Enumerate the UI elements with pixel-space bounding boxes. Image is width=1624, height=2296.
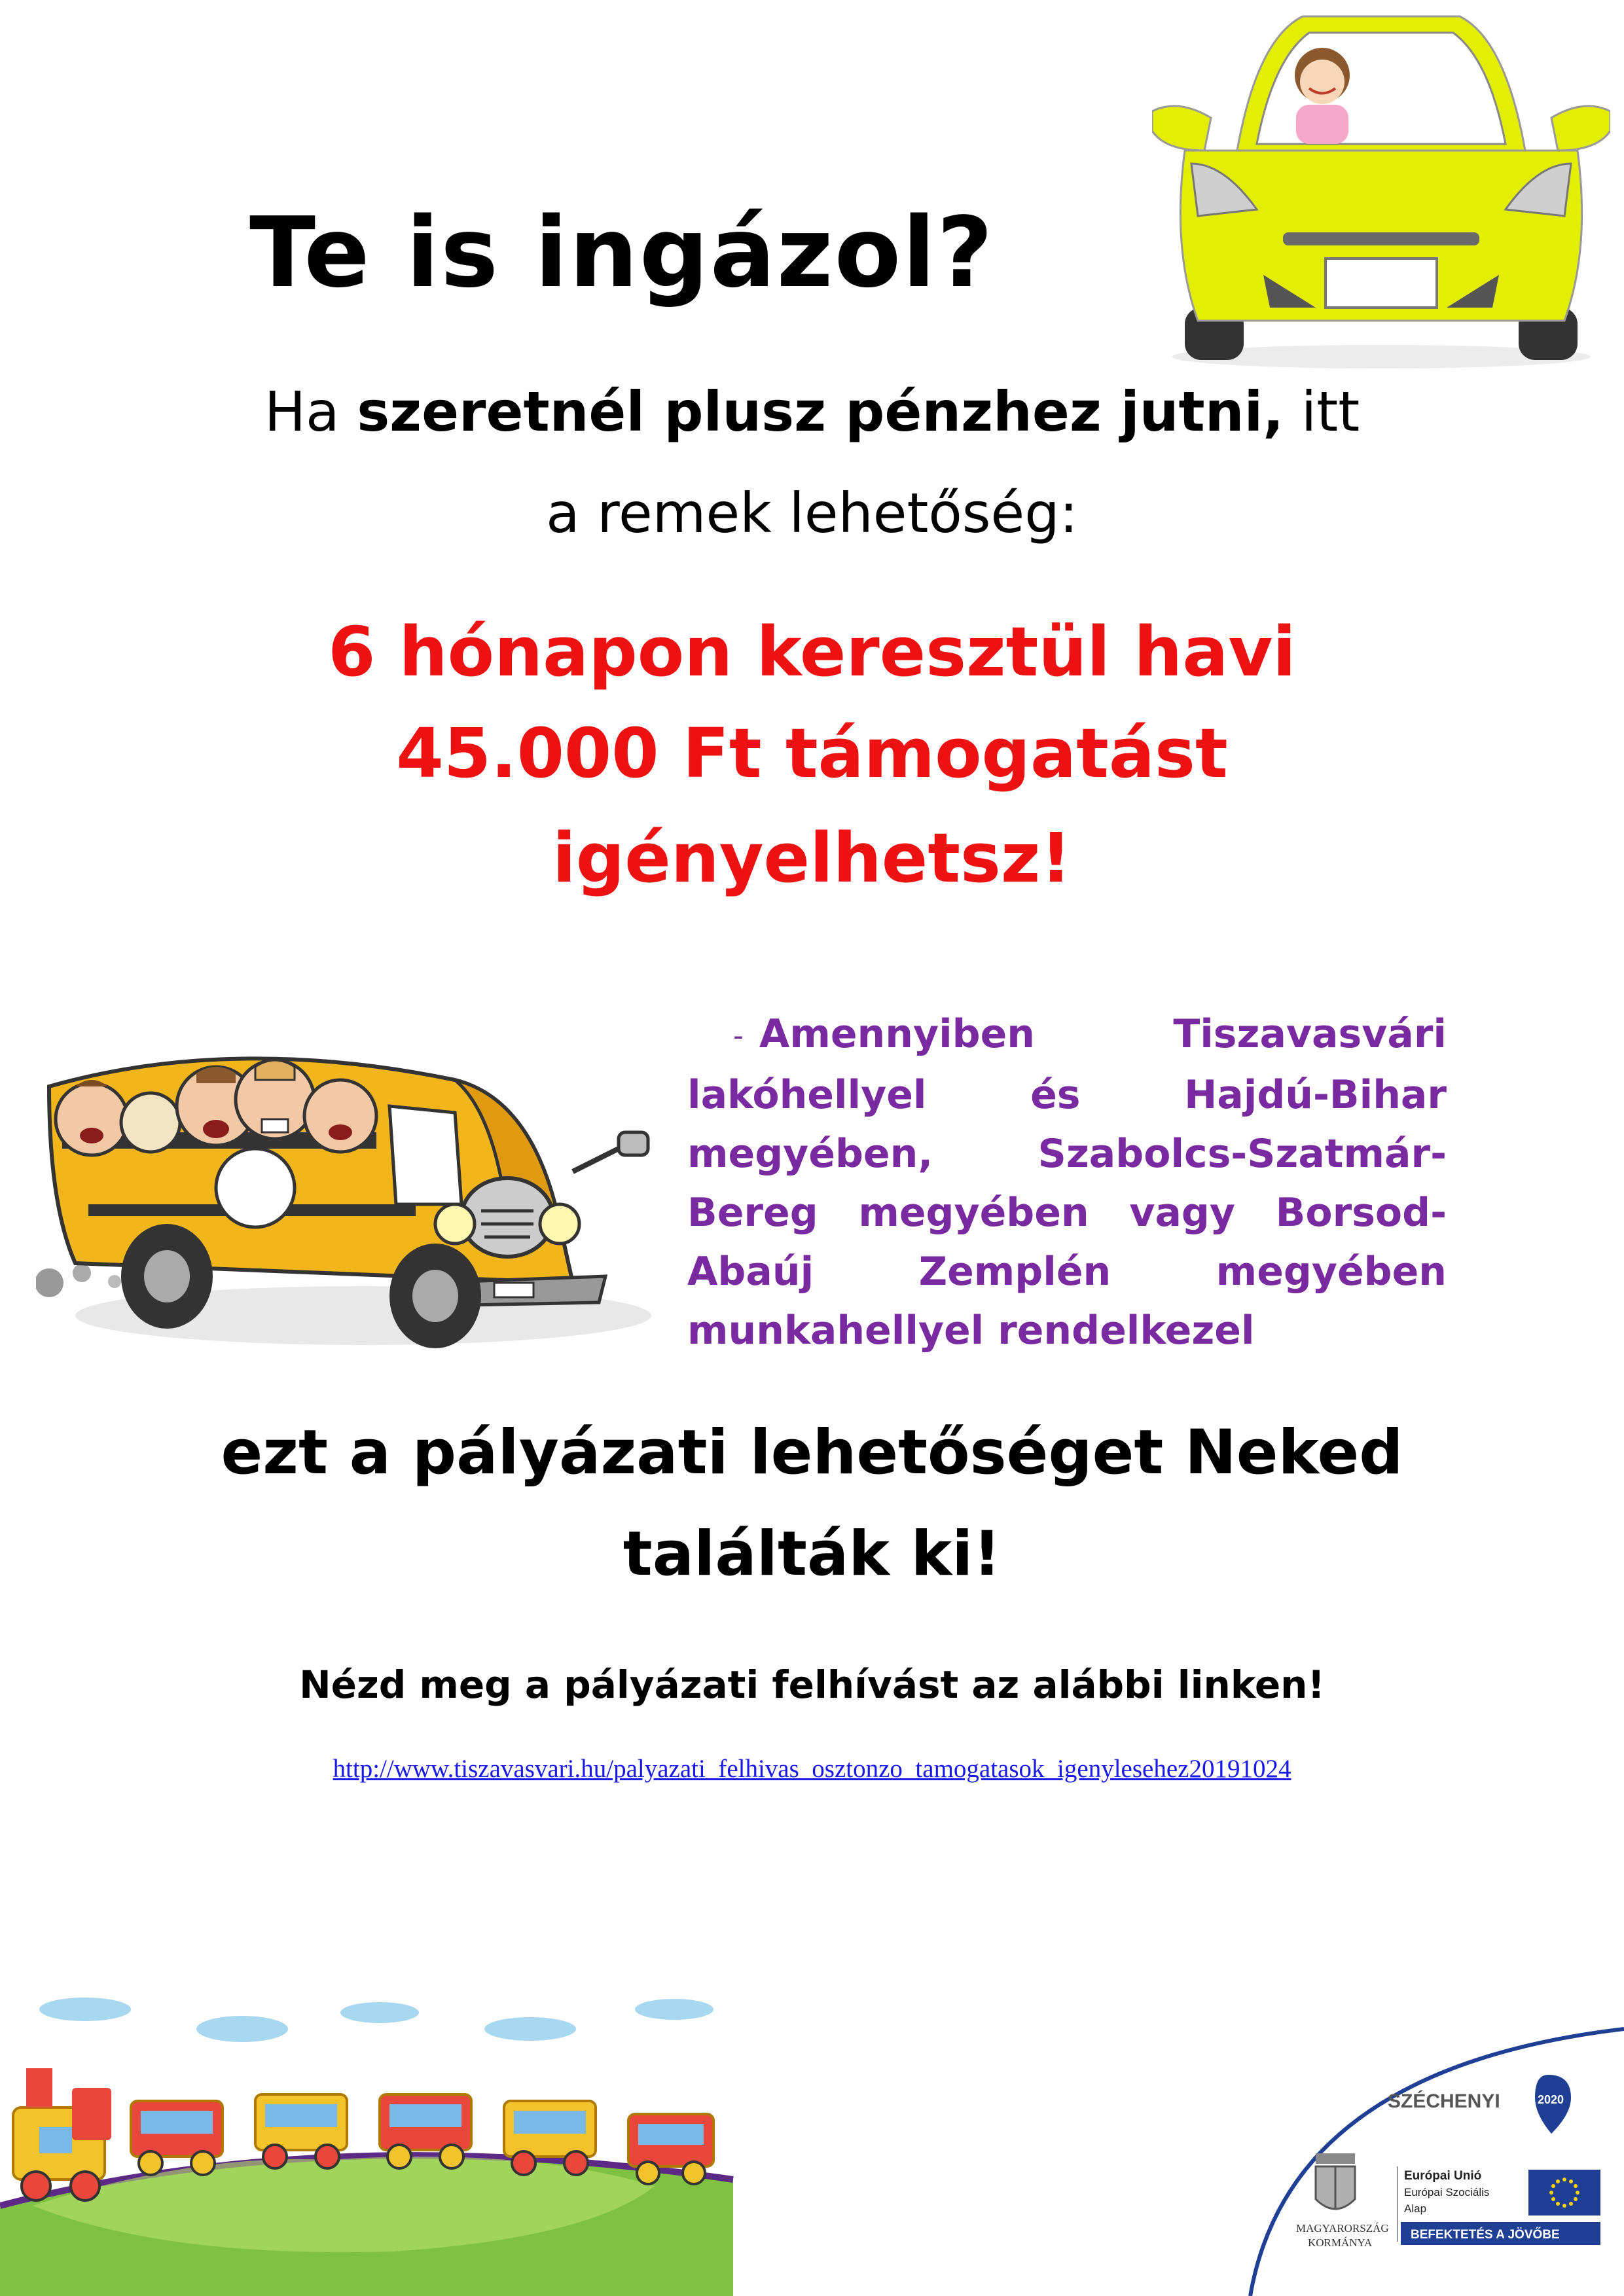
eu-label-line-2: Európai Szociális xyxy=(1404,2186,1490,2198)
coat-of-arms-icon xyxy=(1316,2153,1355,2209)
intro-suffix: itt xyxy=(1284,380,1360,444)
szechenyi-year: 2020 xyxy=(1538,2093,1564,2106)
car-illustration xyxy=(1152,0,1610,373)
intro-line-1 xyxy=(0,380,1624,444)
offer-line-2: 45.000 Ft támogatást xyxy=(396,713,1228,793)
call-to-action: Nézd meg a pályázati felhívást az alábbi linken! xyxy=(299,1662,1325,1707)
eu-banner-text: BEFEKTETÉS A JÖVŐBE xyxy=(1411,2228,1560,2242)
eu-flag-icon xyxy=(1528,2170,1600,2215)
closing-line-1: ezt a pályázati lehetőséget Neked xyxy=(221,1417,1403,1488)
offer-line-3: igényelhetsz! xyxy=(552,818,1072,898)
page-title: Te is ingázol? xyxy=(249,196,994,309)
conditions-bullet: - xyxy=(733,1019,744,1053)
closing-line-2: találták ki! xyxy=(623,1518,1001,1590)
gov-label-line-1: MAGYARORSZÁG xyxy=(1296,2222,1389,2234)
szechenyi-2020-logo-block xyxy=(1204,1990,1624,2296)
intro-prefix: Ha xyxy=(264,380,357,444)
conditions-text: Amennyiben Tiszavasvári lakóhellyel és Hajdú-Bihar megyében, Szabolcs-Szatmár-Bereg megyében vagy Borsod-Abaúj Zemplén megyében munkahellyel rendelkezel xyxy=(687,1011,1447,1354)
call-link[interactable]: http://www.tiszavasvari.hu/palyazati_felhivas_osztonzo_tamogatasok_igenylesehez20191024 xyxy=(333,1755,1291,1783)
train-illustration xyxy=(0,1990,740,2296)
conditions-paragraph xyxy=(687,1005,1447,1360)
school-bus-illustration xyxy=(36,1008,684,1384)
szechenyi-label: SZÉCHENYI xyxy=(1388,2090,1500,2112)
intro-line-2: a remek lehetőség: xyxy=(546,481,1078,545)
eu-label-line-3: Alap xyxy=(1404,2202,1427,2215)
eu-label-line-1: Európai Unió xyxy=(1404,2169,1482,2183)
offer-line-1: 6 hónapon keresztül havi xyxy=(328,612,1296,692)
intro-bold-text: szeretnél plusz pénzhez jutni, xyxy=(357,380,1284,444)
gov-label-line-2: KORMÁNYA xyxy=(1308,2236,1373,2249)
